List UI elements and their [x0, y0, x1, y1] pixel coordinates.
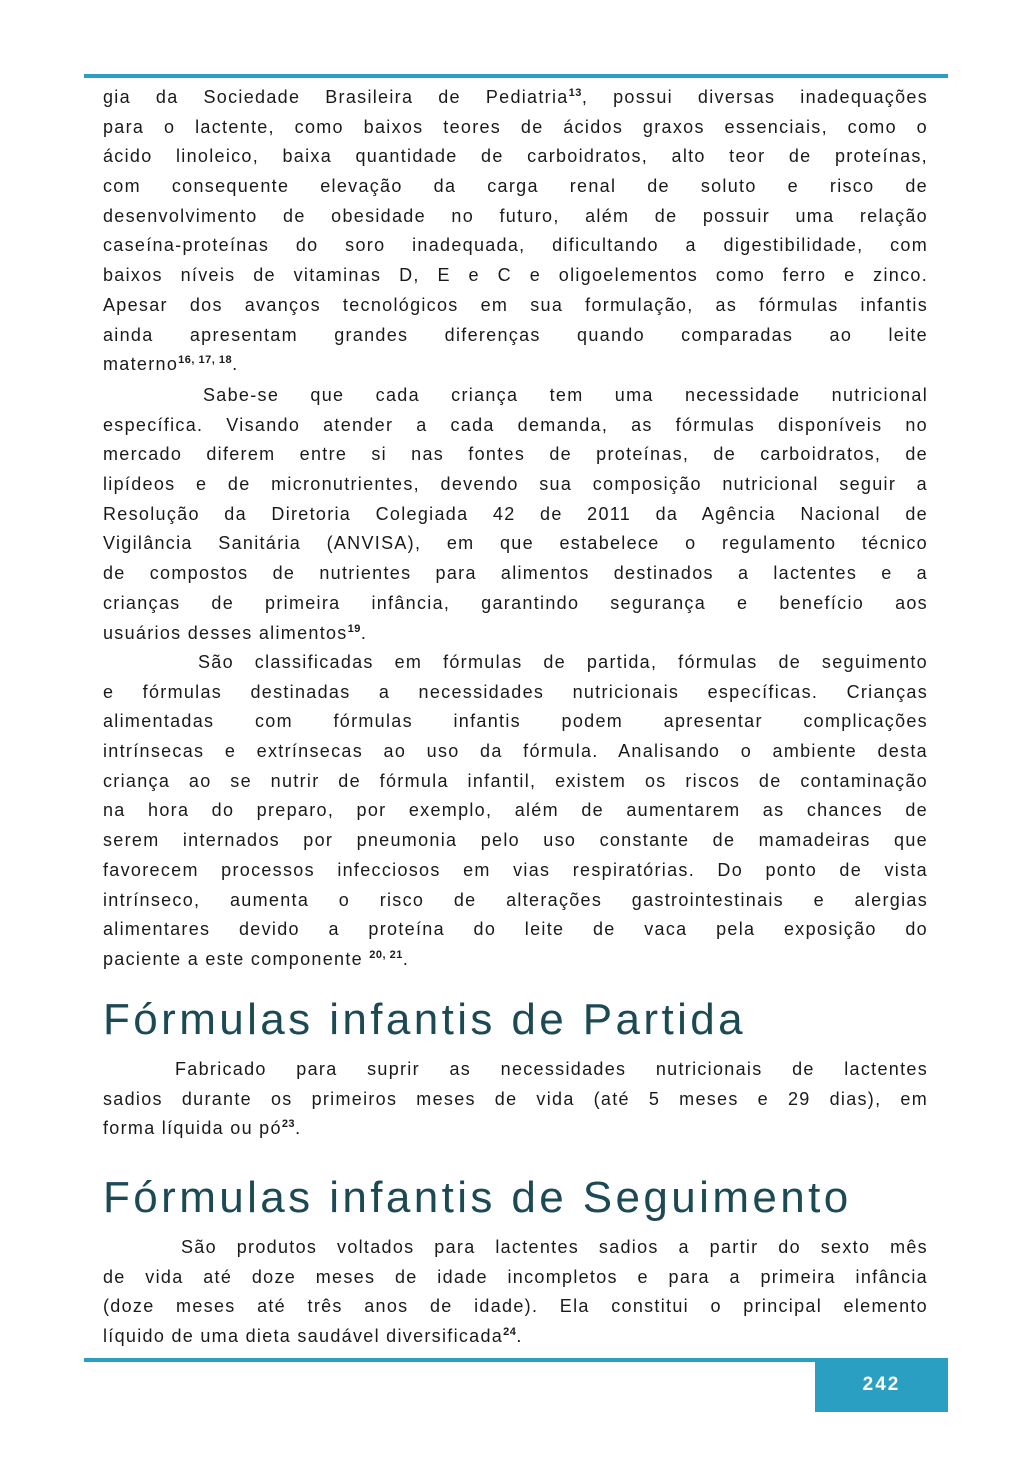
text-segment: alimentadas com fórmulas infantis podem apresentar complicações — [103, 711, 928, 732]
text-segment: Vigilância Sanitária (ANVISA), em que estabelece o regulamento técnico — [103, 533, 928, 554]
text-line — [103, 826, 928, 856]
paragraph-seguimento — [103, 1233, 928, 1352]
text-line — [103, 1114, 928, 1144]
text-line — [103, 678, 928, 708]
text-line — [103, 113, 928, 143]
text-segment: . — [232, 354, 239, 375]
text-line — [103, 500, 928, 530]
text-segment: usuários desses alimentos — [103, 622, 348, 643]
text-line — [103, 945, 928, 975]
heading-seguimento: Fórmulas infantis de Seguimento — [103, 1173, 852, 1222]
text-segment: gia da Sociedade Brasileira de Pediatria — [103, 87, 569, 107]
text-line — [103, 1263, 928, 1293]
text-segment: crianças de primeira infância, garantindo segurança e benefício aos — [103, 592, 928, 613]
text-line — [103, 83, 928, 113]
citation-superscript: 23 — [281, 1118, 296, 1131]
text-line — [103, 886, 928, 916]
paragraph-formula-inadequacies — [103, 83, 928, 380]
text-segment: paciente a este componente — [103, 948, 370, 969]
text-line — [103, 381, 928, 411]
text-line — [103, 767, 928, 797]
text-line — [103, 559, 928, 589]
text-line — [103, 231, 928, 261]
text-segment: alimentares devido a proteína do leite de vaca pela exposição do — [103, 919, 928, 940]
text-line — [103, 796, 928, 826]
text-segment: para o lactente, como baixos teores de ácidos graxos essenciais, como o — [103, 116, 928, 137]
paragraph-classification — [103, 648, 928, 975]
text-line — [103, 202, 928, 232]
text-segment: baixos níveis de vitaminas D, E e C e oligoelementos como ferro e zinco. — [103, 265, 928, 286]
text-segment: específica. Visando atender a cada demanda, as fórmulas disponíveis no — [103, 414, 928, 435]
text-segment: de vida até doze meses de idade incompletos e para a primeira infância — [103, 1266, 928, 1287]
text-line — [103, 172, 928, 202]
text-line — [103, 411, 928, 441]
text-line — [103, 440, 928, 470]
text-line — [103, 1292, 928, 1322]
citation-superscript: 16, 17, 18 — [178, 354, 233, 367]
text-segment: Fabricado para suprir as necessidades nutricionais de lactentes — [175, 1059, 928, 1079]
text-line — [103, 589, 928, 619]
text-segment: líquido de uma dieta saudável diversificada — [103, 1326, 504, 1347]
text-segment: Sabe-se que cada criança tem uma necessidade nutricional — [203, 385, 928, 405]
text-line — [103, 856, 928, 886]
heading-partida: Fórmulas infantis de Partida — [103, 995, 747, 1044]
text-segment: São classificadas em fórmulas de partida, fórmulas de seguimento — [198, 652, 928, 672]
text-segment: . — [360, 622, 368, 643]
text-line — [103, 648, 928, 678]
text-segment: caseína-proteínas do soro inadequada, dificultando a digestibilidade, com — [103, 235, 928, 256]
text-segment: intrínseco, aumenta o risco de alterações gastrointestinais e alergias — [103, 889, 928, 910]
text-segment: intrínsecas e extrínsecas ao uso da fórmula. Analisando o ambiente desta — [103, 741, 928, 762]
text-segment: . — [295, 1118, 302, 1139]
paragraph-partida — [103, 1055, 928, 1144]
text-line — [103, 1055, 928, 1085]
citation-superscript: 13 — [568, 87, 582, 99]
text-segment: desenvolvimento de obesidade no futuro, além de possuir uma relação — [103, 205, 928, 226]
text-segment: (doze meses até três anos de idade). Ela constitui o principal elemento — [103, 1296, 928, 1317]
text-segment: , possui diversas inadequações — [581, 87, 929, 107]
text-segment: lipídeos e de micronutrientes, devendo sua composição nutricional seguir a — [103, 474, 928, 495]
text-segment: na hora do preparo, por exemplo, além de aumentarem as chances de — [103, 800, 928, 821]
text-segment: mercado diferem entre si nas fontes de proteínas, de carboidratos, de — [103, 444, 928, 465]
text-segment: com consequente elevação da carga renal de soluto e risco de — [103, 176, 928, 197]
text-line — [103, 737, 928, 767]
page-number: 242 — [815, 1358, 948, 1412]
text-line — [103, 1233, 928, 1263]
text-segment: São produtos voltados para lactentes sadios a partir do sexto mês — [181, 1237, 928, 1257]
citation-superscript: 20, 21 — [369, 948, 403, 961]
citation-superscript: 19 — [347, 622, 361, 635]
text-segment: ácido linoleico, baixa quantidade de carboidratos, alto teor de proteínas, — [103, 146, 928, 167]
text-line — [103, 1322, 928, 1352]
text-segment: Apesar dos avanços tecnológicos em sua formulação, as fórmulas infantis — [103, 294, 928, 315]
text-line — [103, 707, 928, 737]
text-segment: . — [402, 948, 410, 969]
text-segment: . — [516, 1326, 523, 1347]
bottom-rule — [84, 1358, 815, 1362]
text-segment: serem internados por pneumonia pelo uso constante de mamadeiras que — [103, 830, 928, 851]
text-segment: ainda apresentam grandes diferenças quando comparadas ao leite — [103, 324, 928, 345]
text-line — [103, 915, 928, 945]
paragraph-nutritional-needs — [103, 381, 928, 648]
text-line — [103, 142, 928, 172]
top-rule — [84, 74, 948, 78]
citation-superscript: 24 — [503, 1326, 517, 1339]
text-line — [103, 291, 928, 321]
text-line — [103, 529, 928, 559]
text-line — [103, 619, 928, 649]
text-segment: favorecem processos infecciosos em vias respiratórias. Do ponto de vista — [103, 859, 928, 880]
text-segment: Resolução da Diretoria Colegiada 42 de 2011 da Agência Nacional de — [103, 503, 928, 524]
text-line — [103, 470, 928, 500]
text-segment: forma líquida ou pó — [103, 1118, 282, 1139]
text-line — [103, 1085, 928, 1115]
text-line — [103, 350, 928, 380]
text-segment: criança ao se nutrir de fórmula infantil, existem os riscos de contaminação — [103, 770, 928, 791]
text-line — [103, 321, 928, 351]
text-segment: de compostos de nutrientes para alimentos destinados a lactentes e a — [103, 563, 928, 584]
text-line — [103, 261, 928, 291]
text-segment: sadios durante os primeiros meses de vida (até 5 meses e 29 dias), em — [103, 1088, 928, 1109]
text-segment: materno — [103, 354, 179, 375]
text-segment: e fórmulas destinadas a necessidades nutricionais específicas. Crianças — [103, 681, 928, 702]
